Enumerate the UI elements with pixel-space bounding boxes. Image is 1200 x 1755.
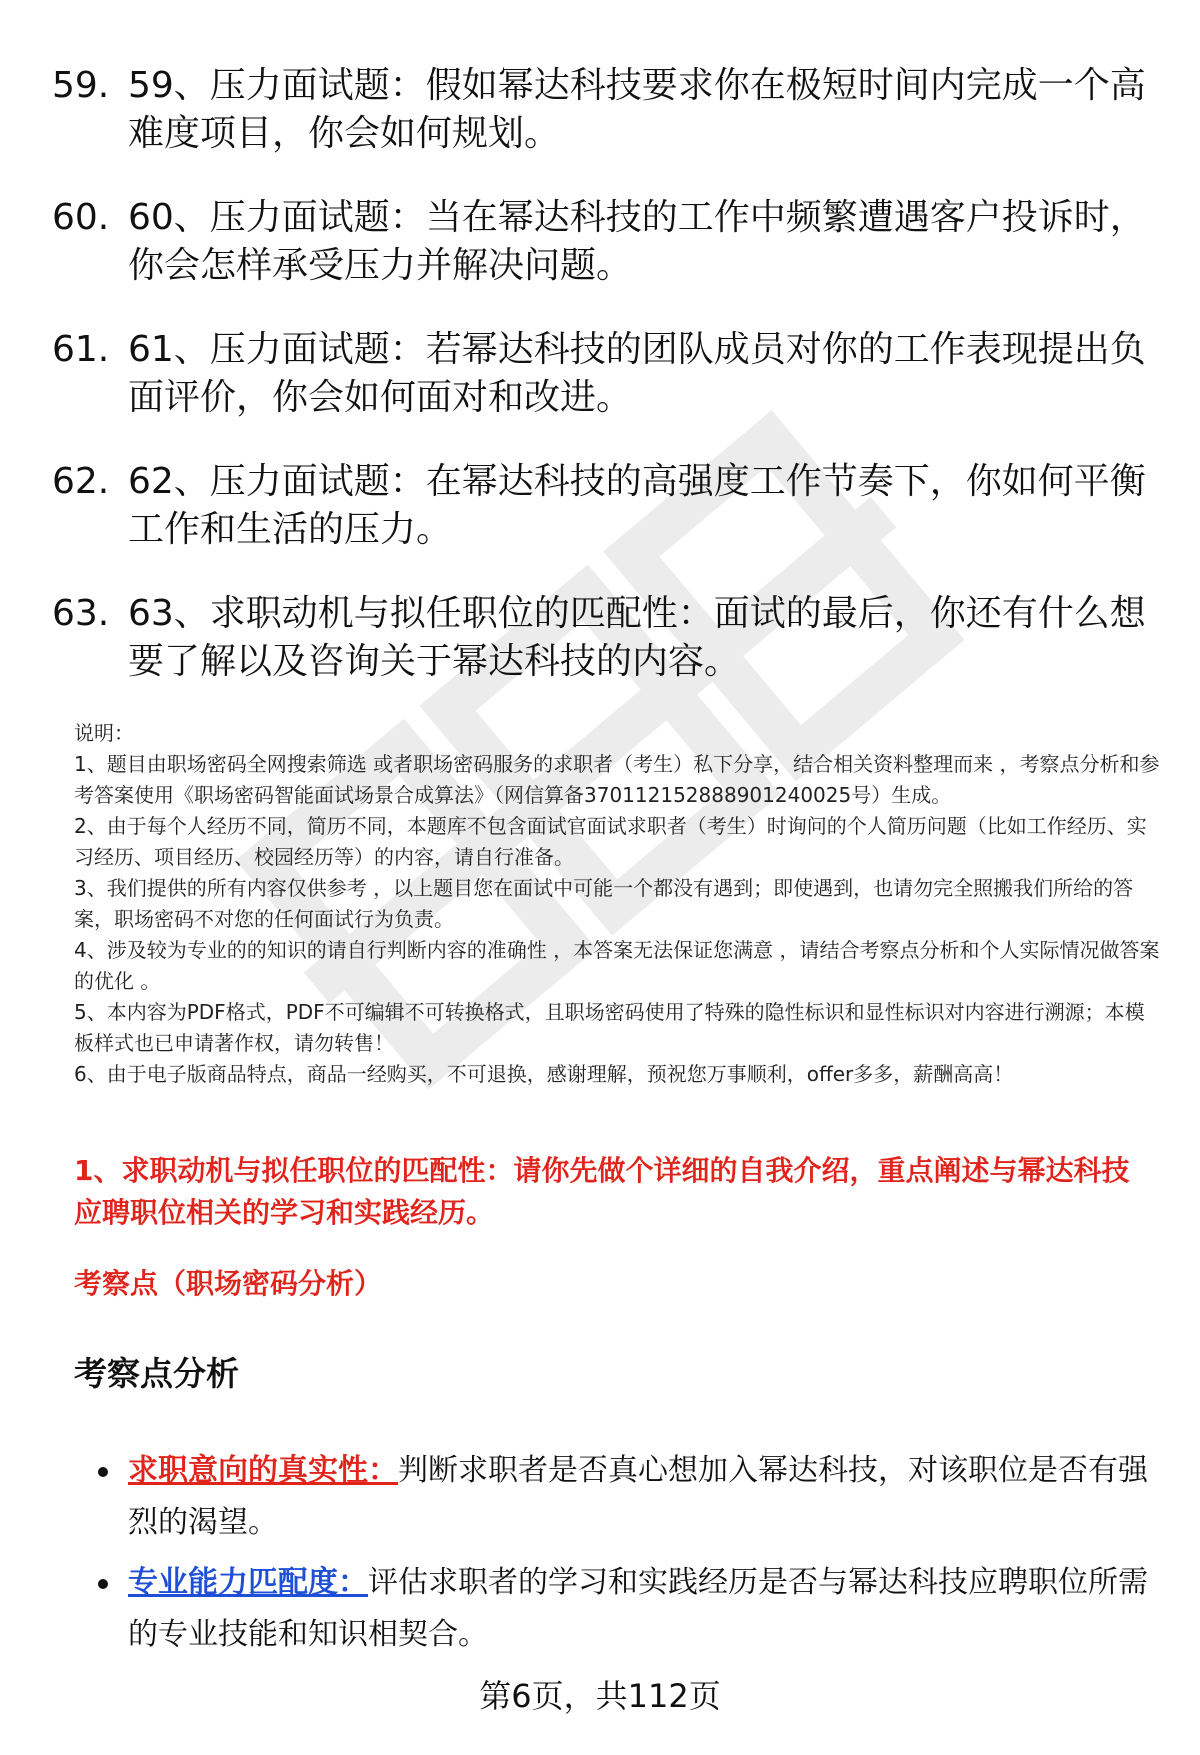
question-number: 61. [52, 329, 110, 370]
question-item [52, 62, 1152, 158]
bullet-text: 判断求职者是否真心想加入幂达科技，对该职位是否有强烈的渴望。 [128, 1453, 1148, 1540]
question-item [52, 590, 1152, 686]
question-item [52, 194, 1152, 290]
list-item [96, 1557, 1156, 1661]
notes-line: 4、涉及较为专业的的知识的请自行判断内容的准确性 ，本答案无法保证您满意 ，请结合考察点分析和个人实际情况做答案的优化 。 [74, 938, 1160, 993]
notes-line: 6、由于电子版商品特点，商品一经购买，不可退换，感谢理解，预祝您万事顺利，offer多多，薪酬高高！ [74, 1062, 1014, 1086]
question-text: 61、压力面试题：若幂达科技的团队成员对你的工作表现提出负面评价，你会如何面对和改进。 [128, 329, 1146, 418]
question-text: 60、压力面试题：当在幂达科技的工作中频繁遭遇客户投诉时，你会怎样承受压力并解决问题。 [128, 197, 1146, 286]
question-text: 59、压力面试题：假如幂达科技要求你在极短时间内完成一个高难度项目，你会如何规划。 [128, 65, 1146, 154]
section-subtitle: 考察点（职场密码分析） [74, 1267, 383, 1300]
page-footer: 第6页，共112页 [479, 1677, 721, 1715]
question-text: 62、压力面试题：在幂达科技的高强度工作节奏下，你如何平衡工作和生活的压力。 [128, 461, 1146, 550]
bullet-text: 评估求职者的学习和实践经历是否与幂达科技应聘职位所需的专业技能和知识相契合。 [128, 1565, 1148, 1652]
bullet-term: 求职意向的真实性： [128, 1453, 398, 1488]
question-number: 63. [52, 593, 110, 634]
section-question: 1、求职动机与拟任职位的匹配性：请你先做个详细的自我介绍，重点阐述与幂达科技应聘职位相关的学习和实践经历。 [74, 1154, 1130, 1229]
question-text: 63、求职动机与拟任职位的匹配性：面试的最后，你还有什么想要了解以及咨询关于幂达科技的内容。 [128, 593, 1146, 682]
analysis-heading: 考察点分析 [74, 1354, 239, 1393]
question-item [52, 458, 1152, 554]
question-number: 62. [52, 461, 110, 502]
notes-line: 5、本内容为PDF格式，PDF不可编辑不可转换格式，且职场密码使用了特殊的隐性标识和显性标识对内容进行溯源；本模板样式也已申请著作权，请勿转售！ [74, 1000, 1145, 1055]
notes-title: 说明： [74, 721, 134, 745]
notes-block [74, 718, 1164, 1090]
question-item [52, 326, 1152, 422]
list-item [96, 1445, 1156, 1549]
notes-line: 3、我们提供的所有内容仅供参考 ，以上题目您在面试中可能一个都没有遇到；即使遇到，也请勿完全照搬我们所给的答案，职场密码不对您的任何面试行为负责。 [74, 876, 1134, 931]
analysis-list [96, 1445, 1156, 1669]
bullet-icon [98, 1467, 108, 1477]
bullet-icon [98, 1579, 108, 1589]
bullet-term: 专业能力匹配度： [128, 1565, 368, 1600]
question-number: 60. [52, 197, 110, 238]
question-number: 59. [52, 65, 110, 106]
notes-line: 2、由于每个人经历不同，简历不同，本题库不包含面试官面试求职者（考生）时询问的个人简历问题（比如工作经历、实习经历、项目经历、校园经历等）的内容，请自行准备。 [74, 814, 1147, 869]
question-list [52, 62, 1152, 722]
notes-line: 1、题目由职场密码全网搜索筛选 或者职场密码服务的求职者（考生）私下分享，结合相关资料整理而来 ，考察点分析和参考答案使用《职场密码智能面试场景合成算法》（网信算备370112152888901240025号）生成。 [74, 752, 1160, 807]
